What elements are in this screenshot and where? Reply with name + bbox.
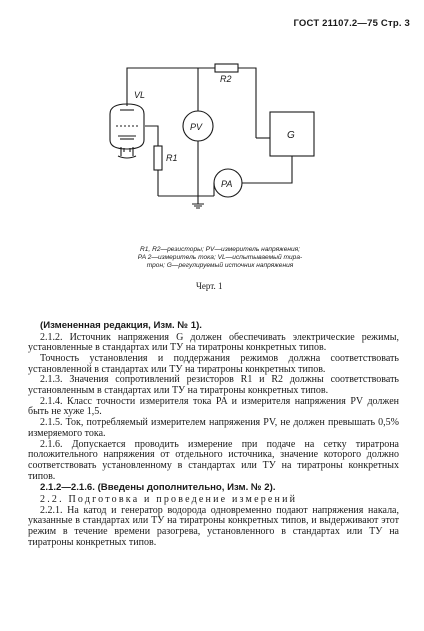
paragraph-2-1-4: 2.1.4. Класс точности измерителя тока PA и измерителя напряжения PV должен быть не хуже 1,5. — [28, 395, 399, 418]
paragraph-2-1-2: 2.1.2. Источник напряжения G должен обеспечивать электрические режимы, установленные в стандартах или ТУ на тиратроны конкретных типов. — [28, 331, 399, 354]
ground-symbol — [192, 196, 204, 208]
label-r2: R2 — [220, 74, 232, 84]
wire-pa-right — [242, 156, 292, 183]
r2-resistor — [215, 64, 238, 72]
label-r1: R1 — [166, 153, 178, 163]
body-text — [28, 320, 399, 548]
circuit-diagram — [90, 48, 340, 220]
paragraph-2-1-5: 2.1.5. Ток, потребляемый измерителем напряжения PV, не должен превышать 0,5% измеряемого тока. — [28, 417, 399, 439]
label-vl: VL — [134, 90, 146, 100]
figure-caption — [70, 246, 370, 271]
label-pa: PA — [221, 179, 233, 189]
label-pv: PV — [190, 122, 203, 132]
paragraph-accuracy: Точность установления и поддержания режимов должна соответствовать установленной в стандартах или ТУ на тиратроны конкретных типов. — [28, 352, 399, 375]
wire-r2-right — [238, 68, 256, 138]
paragraph-amendment-1: (Измененная редакция, Изм. № 1). — [40, 320, 202, 331]
wire-anode — [127, 68, 215, 106]
page-header: ГОСТ 21107.2—75 Стр. 3 — [293, 18, 410, 29]
r1-resistor — [154, 146, 162, 170]
paragraph-2-1-6: 2.1.6. Допускается проводить измерение при подаче на сетку тиратрона положительного напряжения от отдельного источника, значение которого должно соответствовать установленному в стандартах или ТУ на тиратроны конкретных типов. — [28, 438, 399, 482]
tube-envelope — [110, 104, 144, 149]
caption-line-2: PA 2—измеритель тока; VL—испытываемый тира- — [137, 254, 303, 262]
label-g: G — [287, 130, 295, 141]
section-heading-2-2: 2.2. Подготовка и проведение измерений — [40, 493, 298, 505]
caption-line-1: R1, R2—резисторы; PV—измеритель напряжения; — [139, 246, 301, 253]
caption-line-3: трон; G—регулируемый источник напряжения — [146, 262, 294, 270]
wire-r1-top — [145, 126, 158, 146]
paragraph-2-1-3: 2.1.3. Значения сопротивлений резисторов R1 и R2 должны соответствовать установленным в стандартах или ТУ на тиратроны конкретных типов. — [28, 374, 399, 397]
paragraph-2-2-1: 2.2.1. На катод и генератор водорода одновременно подают напряжения накала, указанные в стандартах или ТУ на тиратроны конкретных типов, и выдерживают этот режим в течение времени разогрева, установленного в стандартах или ТУ на тиратроны конкретных типов. — [28, 504, 399, 548]
paragraph-amendment-2: 2.1.2—2.1.6. (Введены дополнительно, Изм. № 2). — [40, 482, 276, 494]
figure-label: Черт. 1 — [196, 281, 223, 291]
